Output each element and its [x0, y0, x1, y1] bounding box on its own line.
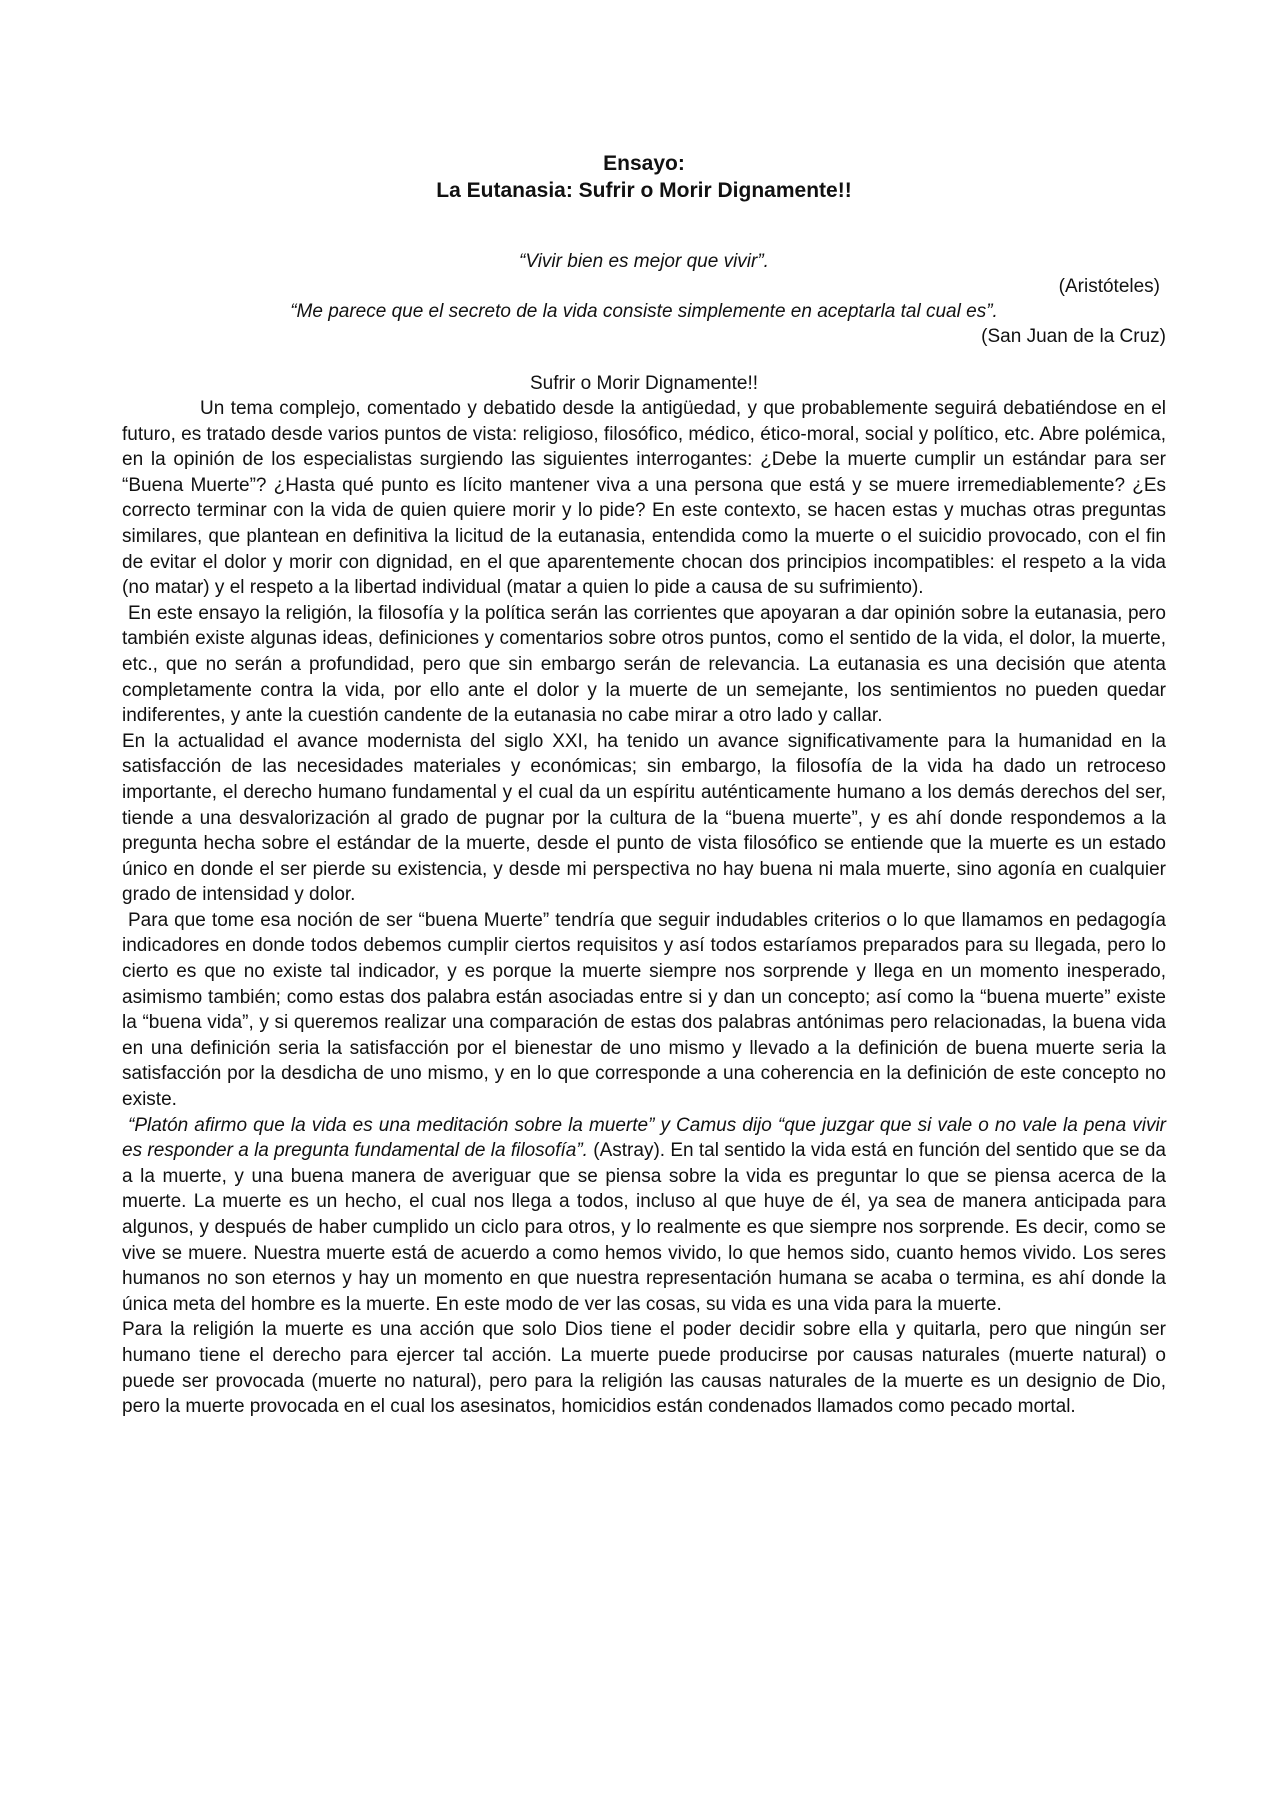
title-line-2: La Eutanasia: Sufrir o Morir Dignamente!! — [436, 179, 852, 202]
section-heading: Sufrir o Morir Dignamente!! — [529, 373, 759, 394]
paragraph: Para la religión la muerte es una acción que solo Dios tiene el poder decidir sobre ella y quitarla, pero que ningún ser humano tiene el derecho para ejercer tal acción. La muerte puede producirse por causas naturales (muerte natural) o puede ser provocada (muerte no natural), pero para la religión las causas naturales de la muerte es un designio de Dio, pero la muerte provocada en el cual los asesinatos, homicidios están condenados llamados como pecado mortal. — [122, 1319, 1166, 1418]
paragraph: En la actualidad el avance modernista del siglo XXI, ha tenido un avance significativamente para la humanidad en la satisfacción de las necesidades materiales y económicas; sin embargo, la filosofía de la vida ha dado un retroceso importante, el derecho humano fundamental y el cual da un espíritu auténticamente humano a los demás derechos del ser, tiende a una desvalorización al grado de pugnar por la cultura de la “buena muerte”, y es ahí donde respondemos a la pregunta hecha sobre el estándar de la muerte, desde el punto de vista filosófico se entiende que la muerte es un estado único en donde el ser pierde su existencia, y desde mi perspectiva no hay buena ni mala muerte, sino agonía en cualquier grado de intensidad y dolor. — [122, 730, 1166, 906]
epigraph-author: (Aristóteles) — [1058, 276, 1160, 297]
epigraph-quote: “Vivir bien es mejor que vivir”. — [519, 251, 769, 272]
epigraphs — [122, 249, 1166, 349]
paragraph: Un tema complejo, comentado y debatido desde la antigüedad, y que probablemente seguirá debatiéndose en el futuro, es tratado desde varios puntos de vista: religioso, filosófico, médico, ético-moral, social y político, etc. Abre polémica, en la opinión de los especialistas surgiendo las siguientes interrogantes: ¿Debe la muerte cumplir un estándar para ser “Buena Muerte”? ¿Hasta qué punto es lícito mantener viva a una persona que está y se muere irremediablemente? ¿Es correcto terminar con la vida de quien quiere morir y lo pide? En este contexto, se hacen estas y muchas otras preguntas similares, que plantean en definitiva la licitud de la eutanasia, entendida como la muerte o el suicidio provocado, con el fin de evitar el dolor y morir con dignidad, en el que aparentemente chocan dos principios incompatibles: el respeto a la vida (no matar) y el respeto a la libertad individual (matar a quien lo pide a causa de su sufrimiento). — [122, 398, 1166, 599]
paragraph-text: (Astray). En tal sentido la vida está en función del sentido que se da a la muerte, y una buena manera de averiguar que se piensa sobre la vida es preguntar lo que se piensa acerca de la muerte. La muerte es un hecho, el cual nos llega a todos, incluso al que huye de él, ya sea de manera anticipada para algunos, y después de haber cumplido un ciclo para otros, y lo realmente es que siempre nos sorprende. Es decir, como se vive se muere. Nuestra muerte está de acuerdo a como hemos vivido, lo que hemos sido, cuanto hemos vivido. Los seres humanos no son eternos y hay un momento en que nuestra representación humana se acaba o termina, es ahí donde la única meta del hombre es la muerte. En este modo de ver las cosas, su vida es una vida para la muerte. — [122, 1140, 1166, 1315]
paragraph: En este ensayo la religión, la filosofía y la política serán las corrientes que apoyaran a dar opinión sobre la eutanasia, pero también existe algunas ideas, definiciones y comentarios sobre otros puntos, como el sentido de la vida, el dolor, la muerte, etc., que no serán a profundidad, pero que sin embargo serán de relevancia. La eutanasia es una decisión que atenta completamente contra la vida, por ello ante el dolor y la muerte de un semejante, los sentimientos no pueden quedar indiferentes, y ante la cuestión candente de la eutanasia no cabe mirar a otro lado y callar. — [122, 602, 1166, 727]
document-title — [122, 150, 1166, 204]
epigraph-author: (San Juan de la Cruz) — [981, 326, 1166, 347]
document-page — [122, 150, 1166, 1420]
paragraph: Para que tome esa noción de ser “buena Muerte” tendría que seguir indudables criterios o lo que llamamos en pedagogía indicadores en donde todos debemos cumplir ciertos requisitos y así todos estaríamos preparados para su llegada, pero lo cierto es que no existe tal indicador, y es porque la muerte siempre nos sorprende y llega en un momento inesperado, asimismo también; como estas dos palabra están asociadas entre si y dan un concepto; así como la “buena muerte” existe la “buena vida”, y si queremos realizar una comparación de estas dos palabras antónimas pero relacionadas, la buena vida en una definición seria la satisfacción por el bienestar de uno mismo y llevado a la definición de buena muerte seria la satisfacción por la desdicha de uno mismo, y en lo que corresponde a una coherencia en la definición de este concepto no existe. — [122, 909, 1166, 1111]
title-line-1: Ensayo: — [603, 152, 685, 175]
essay-body — [122, 396, 1166, 1420]
paragraph-quote: “Platón afirmo que la vida es una meditación sobre la muerte” y Camus dijo “que juzgar que si vale o no vale la pena vivir es responder a la pregunta fundamental de la filosofía”. — [122, 1114, 1166, 1162]
epigraph-quote: “Me parece que el secreto de la vida consiste simplemente en aceptarla tal cual es”. — [290, 301, 998, 322]
paragraph — [122, 1113, 1166, 1318]
